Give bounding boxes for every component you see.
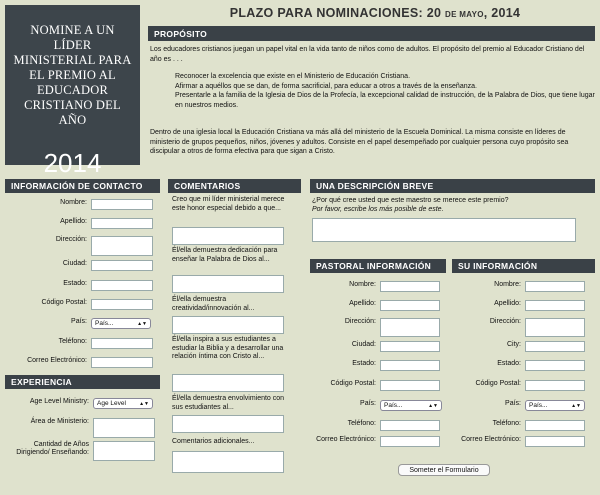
field-label: Dirección: — [55, 236, 87, 243]
pastoral-telefono-input[interactable] — [380, 420, 440, 431]
contacto-telefono-input[interactable] — [91, 338, 153, 349]
descripcion-header: UNA DESCRIPCIÓN BREVE — [310, 179, 595, 193]
comentario-question: Creo que mi líder ministerial merece este honor especial debido a que... — [172, 196, 285, 212]
pastoral-email-input[interactable] — [380, 436, 440, 447]
contacto-cp-input[interactable] — [91, 299, 153, 310]
su-email-input[interactable] — [525, 436, 585, 447]
deadline-month: DE MAYO — [445, 10, 484, 19]
field-label: Estado: — [352, 360, 376, 367]
field-label: Código Postal: — [330, 380, 376, 387]
su-cp-input[interactable] — [525, 380, 585, 391]
field-label: Apellido: — [60, 218, 87, 225]
comentario-question: Él/ella demuestra dedicación para enseñar la Palabra de Dios al... — [172, 247, 278, 263]
descripcion-hint: Por favor, escribe los más posible de este. — [312, 206, 444, 213]
field-label: Teléfono: — [492, 420, 521, 427]
su-direccion-input[interactable] — [525, 318, 585, 337]
proposito-outro: Dentro de una iglesia local la Educación Cristiana va más allá del ministerio de la Escuela Dominical. La misma consiste en líderes de ministerio de grupos pequeños, niños, jóvenes y adultos. Consiste en el papel desempeñado por cualquier persona cuyo propósito sea discipular a otros de forma efectiva para que sigan a Cristo. — [150, 129, 569, 155]
comentarios-header: COMENTARIOS — [168, 179, 301, 193]
comentario-question: Él/ella inspira a sus estudiantes a estudiar la Biblia y a desarrollar una relación íntima con Cristo al... — [172, 336, 284, 360]
comentario-6-textarea[interactable] — [172, 451, 284, 473]
field-label: Correo Electrónico: — [316, 436, 376, 443]
field-label: Teléfono: — [347, 420, 376, 427]
comentario-3-textarea[interactable] — [172, 316, 284, 334]
field-label: País: — [505, 400, 521, 407]
field-label: Age Level Ministry: — [29, 398, 89, 405]
contacto-ciudad-input[interactable] — [91, 260, 153, 271]
field-label: Dirección: — [344, 318, 376, 325]
chevron-updown-icon: ▲▼ — [428, 402, 438, 409]
field-label: Apellido: — [494, 300, 521, 307]
field-label: Dirección: — [489, 318, 521, 325]
pastoral-nombre-input[interactable] — [380, 281, 440, 292]
experiencia-header: EXPERIENCIA — [5, 375, 160, 389]
comentario-2-textarea[interactable] — [172, 275, 284, 293]
su-apellido-input[interactable] — [525, 300, 585, 311]
deadline-banner — [155, 6, 595, 20]
pastoral-ciudad-input[interactable] — [380, 341, 440, 352]
field-label: Código Postal: — [475, 380, 521, 387]
su-pais-select[interactable]: País... ▲▼ — [525, 400, 585, 411]
comentario-1-textarea[interactable] — [172, 227, 284, 245]
pastoral-header: PASTORAL INFORMACIÓN — [310, 259, 446, 273]
contacto-nombre-input[interactable] — [91, 199, 153, 210]
contacto-apellido-input[interactable] — [91, 218, 153, 229]
proposito-intro: Los educadores cristianos juegan un papel vital en la vida tanto de niños como de adultos. El propósito del premio al Educador Cristiano del año es . . . — [150, 46, 585, 63]
chevron-updown-icon: ▲▼ — [571, 402, 581, 409]
comentario-5-textarea[interactable] — [172, 415, 284, 433]
contacto-pais-select[interactable]: País... ▲▼ — [91, 318, 151, 329]
field-label: Nombre: — [494, 281, 521, 288]
su-estado-input[interactable] — [525, 360, 585, 371]
su-header: SU INFORMACIÓN — [452, 259, 595, 273]
chevron-updown-icon: ▲▼ — [137, 320, 147, 327]
field-label: Apellido: — [349, 300, 376, 307]
field-label: Correo Electrónico: — [461, 436, 521, 443]
comentario-question: Él/ella demuestra creatividad/innovación al... — [172, 296, 255, 312]
comentario-question: Comentarios adicionales... — [172, 438, 255, 445]
pastoral-direccion-input[interactable] — [380, 318, 440, 337]
proposito-point: Reconocer la excelencia que existe en el Ministerio de Educación Cristiana. — [175, 73, 411, 80]
field-label: Estado: — [63, 280, 87, 287]
field-label: Nombre: — [60, 199, 87, 206]
contacto-estado-input[interactable] — [91, 280, 153, 291]
contacto-header: INFORMACIÓN DE CONTACTO — [5, 179, 160, 193]
deadline-year: , 2014 — [483, 6, 521, 20]
field-label: Teléfono: — [58, 338, 87, 345]
pastoral-apellido-input[interactable] — [380, 300, 440, 311]
hero-title: NOMINE A UN LÍDER MINISTERIAL PARA EL PREMIO AL EDUCADOR CRISTIANO DEL AÑO — [13, 23, 132, 127]
pastoral-pais-select[interactable]: País... ▲▼ — [380, 400, 442, 411]
field-label: Estado: — [497, 360, 521, 367]
field-label: Área de Ministerio: — [30, 418, 89, 425]
age-level-select[interactable]: Age Level ▲▼ — [93, 398, 153, 409]
area-ministerio-input[interactable] — [93, 418, 155, 438]
field-label: País: — [360, 400, 376, 407]
field-label: Ciudad: — [62, 260, 87, 267]
descripcion-textarea[interactable] — [312, 218, 576, 242]
proposito-point: Afirmar a aquéllos que se dan, de forma sacrificial, para educar a otros a través de la enseñanza. — [175, 82, 477, 90]
comentario-question: Él/ella demuestra envolvimiento con sus estudiantes al... — [172, 395, 285, 411]
comentario-4-textarea[interactable] — [172, 374, 284, 392]
field-label: Ciudad: — [351, 341, 376, 348]
submit-button[interactable]: Someter el Formulario — [398, 464, 490, 476]
proposito-header: PROPÓSITO — [148, 26, 595, 41]
field-label: Correo Electrónico: — [27, 357, 87, 364]
contacto-direccion-input[interactable] — [91, 236, 153, 256]
field-label: Cantidad de Años Dirigiendo/ Enseñando: — [16, 441, 89, 456]
field-label: País: — [71, 318, 87, 325]
su-nombre-input[interactable] — [525, 281, 585, 292]
su-city-input[interactable] — [525, 341, 585, 352]
field-label: City: — [507, 341, 521, 348]
chevron-updown-icon: ▲▼ — [139, 400, 149, 407]
proposito-point: Presentarle a la familia de la Iglesia de Dios de la Profecía, la excepcional calidad de instrucción, de la Palabra de Dios, que tiene lugar en nuestros medios. — [175, 92, 595, 109]
proposito-points — [175, 72, 595, 110]
pastoral-cp-input[interactable] — [380, 380, 440, 391]
field-label: Nombre: — [349, 281, 376, 288]
hero-panel — [5, 5, 140, 178]
deadline-text: PLAZO PARA NOMINACIONES: 20 — [229, 6, 446, 20]
contacto-email-input[interactable] — [91, 357, 153, 368]
pastoral-estado-input[interactable] — [380, 360, 440, 371]
hero-year: 2014 — [43, 148, 102, 178]
descripcion-question: ¿Por qué cree usted que este maestro se merece este premio? — [312, 197, 509, 204]
su-telefono-input[interactable] — [525, 420, 585, 431]
anos-input[interactable] — [93, 441, 155, 461]
field-label: Código Postal: — [41, 299, 87, 306]
